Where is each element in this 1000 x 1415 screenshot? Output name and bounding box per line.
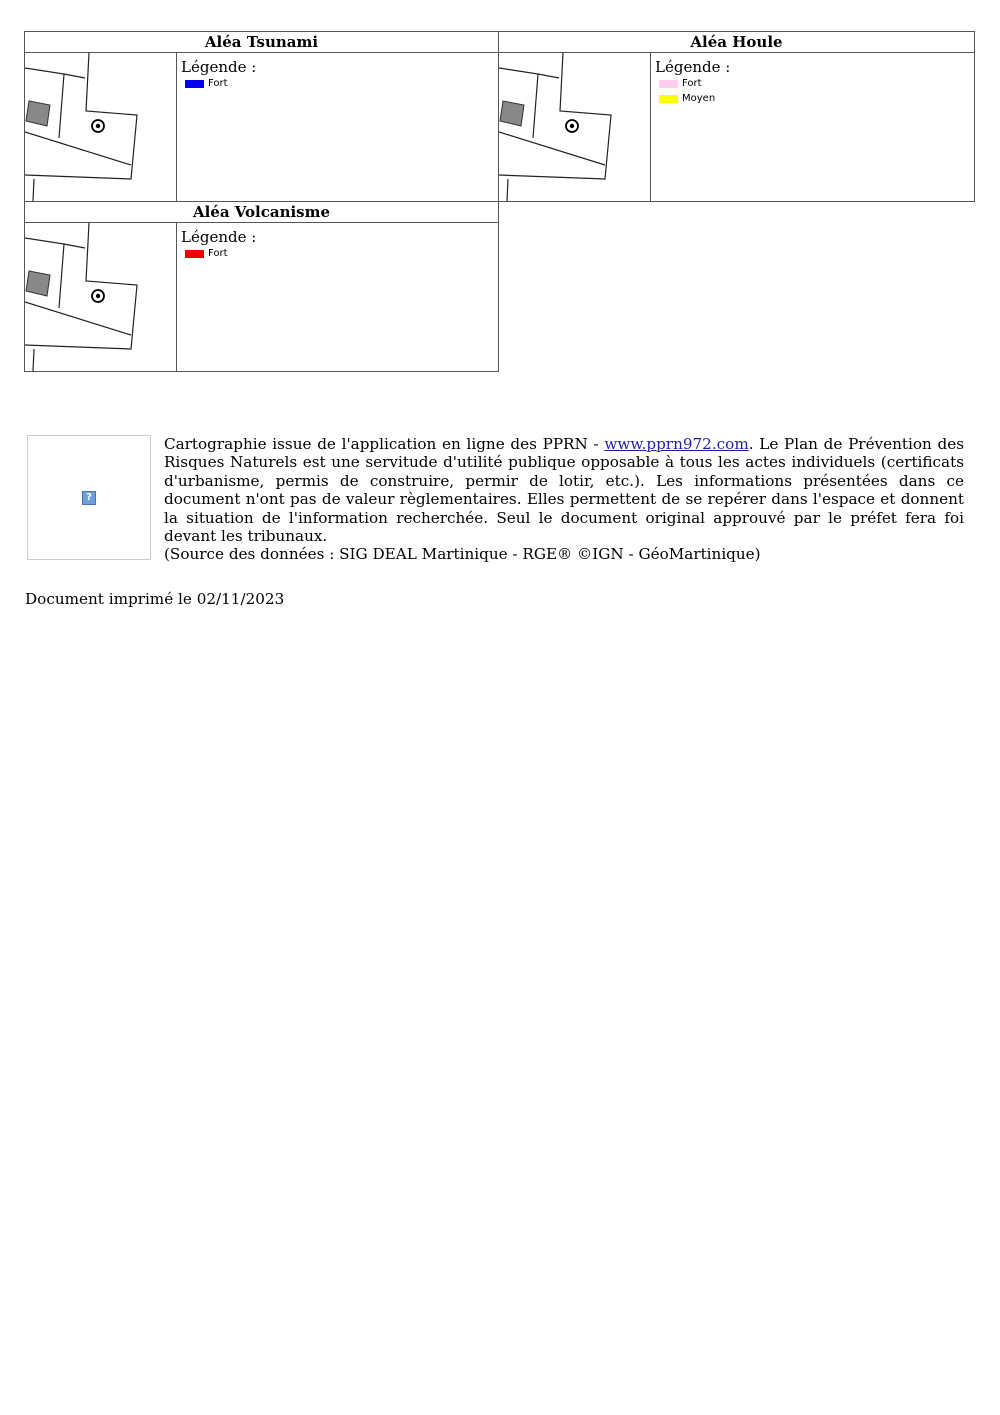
legend-swatch — [659, 95, 678, 103]
disclaimer-body: . Le Plan de Prévention des Risques Naturels est une servitude d'utilité publique opposable à tous les actes individuels (certificats d'urbanisme, permis de construire, permir de lotir, etc.). Les informations présentées dans ce document n'ont pas de valeur règlementaires. Elles permettent de se repérer dans l'espace et donnent la situation de l'information recherchée. Seul le document original approuvé par le préfet fera foi devant les tribunaux. — [164, 435, 965, 546]
parcel-map-drawing — [25, 223, 176, 371]
panel-houle — [498, 31, 975, 202]
panel-title: Aléa Volcanisme — [25, 202, 498, 223]
panel-tsunami — [24, 31, 499, 202]
parcel-map-drawing — [25, 53, 176, 201]
panel-title: Aléa Houle — [499, 32, 974, 53]
legend-label: Moyen — [682, 93, 716, 104]
legend — [181, 228, 256, 261]
legend — [181, 58, 256, 91]
parcel-map-drawing — [499, 53, 650, 201]
disclaimer-intro: Cartographie issue de l'application en ligne des PPRN - — [164, 435, 605, 453]
logo-placeholder — [27, 435, 151, 560]
parcel-map — [499, 53, 651, 201]
broken-image-icon: ? — [82, 491, 96, 505]
legend-swatch — [185, 80, 204, 88]
legend-label: Fort — [208, 248, 228, 259]
legend-label: Fort — [682, 78, 702, 89]
legend-label: Fort — [208, 78, 228, 89]
legend-title: Légende : — [655, 58, 731, 76]
legend-item — [659, 76, 730, 91]
disclaimer-text — [164, 435, 964, 564]
legend — [655, 58, 730, 106]
legend-swatch — [185, 250, 204, 258]
legend-item — [185, 76, 256, 91]
data-source: (Source des données : SIG DEAL Martinique - RGE® ©IGN - GéoMartinique) — [164, 545, 761, 564]
pprn-link[interactable]: www.pprn972.com — [604, 435, 749, 453]
legend-title: Légende : — [181, 228, 257, 246]
legend-item — [659, 91, 730, 106]
parcel-map — [25, 223, 177, 371]
panel-title: Aléa Tsunami — [25, 32, 498, 53]
printed-date: Document imprimé le 02/11/2023 — [25, 590, 285, 608]
panel-volcanisme — [24, 201, 499, 372]
disclaimer-block — [26, 435, 964, 563]
parcel-map — [25, 53, 177, 201]
legend-swatch — [659, 80, 678, 88]
legend-item — [185, 246, 256, 261]
legend-title: Légende : — [181, 58, 257, 76]
